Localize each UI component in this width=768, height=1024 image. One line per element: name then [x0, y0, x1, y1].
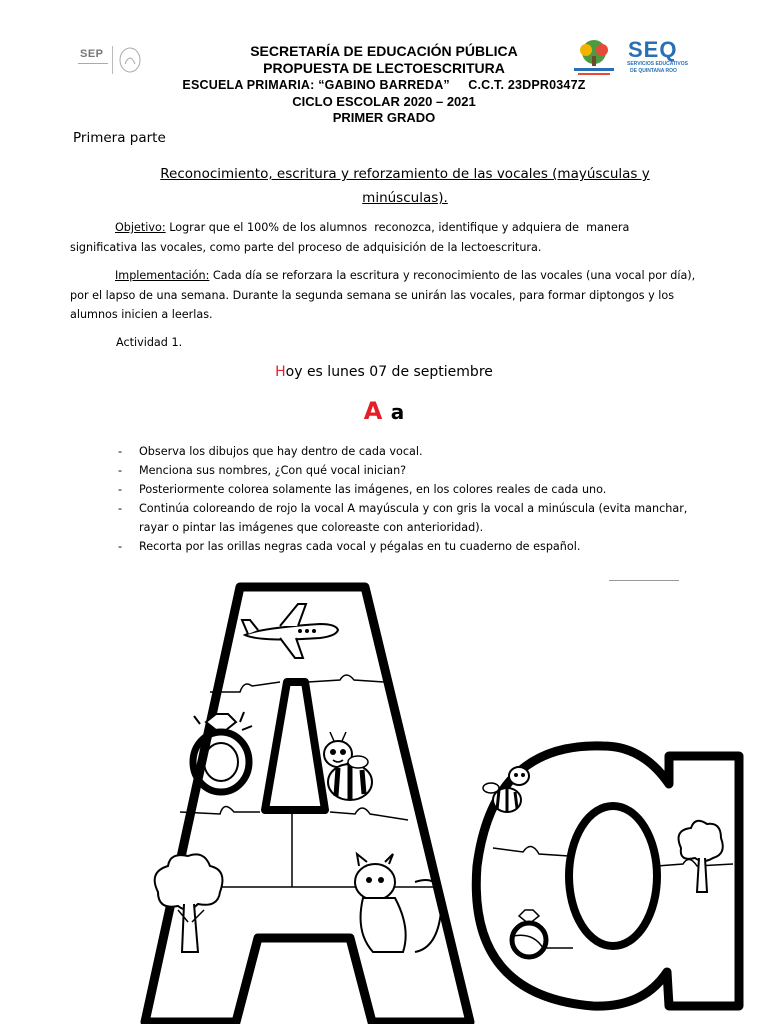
subtitle-line-1: Reconocimiento, escritura y reforzamiento de las vocales (mayúsculas y	[160, 166, 650, 182]
seq-logo-sub2: DE QUINTANA ROO	[630, 68, 677, 74]
vowel-lower: a	[390, 400, 405, 424]
header-line-3: ESCUELA PRIMARIA: “GABINO BARREDA” C.C.T. 23DPR0347Z	[182, 78, 586, 92]
bee-icon	[324, 732, 372, 800]
objective-text-2: significativa las vocales, como parte del proceso de adquisición de la lectoescritura.	[70, 240, 542, 254]
objective-label: Objetivo:	[115, 221, 166, 234]
activity-label: Actividad 1.	[116, 336, 183, 349]
seq-logo-text: SEQ	[628, 37, 678, 62]
header-line-4: CICLO ESCOLAR 2020 – 2021	[292, 94, 476, 109]
list-item: - Observa los dibujos que hay dentro de cada vocal.	[118, 445, 423, 458]
vowel-upper: A	[363, 397, 383, 425]
header-line-2: PROPUESTA DE LECTOESCRITURA	[263, 60, 505, 76]
header-line-5: PRIMER GRADO	[332, 110, 436, 125]
implementation-text-1: Cada día se reforzara la escritura y reconocimiento de las vocales (una vocal por día),	[209, 269, 696, 282]
implementation-label: Implementación:	[115, 269, 210, 282]
ring-small-icon	[512, 910, 546, 957]
section-title: Primera parte	[73, 130, 166, 146]
letter-a-lower-illustration	[453, 736, 753, 1024]
instructions-list	[118, 442, 698, 556]
sep-logo-text: SEP	[80, 48, 104, 60]
decorative-rule	[609, 580, 679, 581]
objective-paragraph	[70, 218, 700, 257]
airplane-icon	[242, 604, 338, 658]
list-item: - Recorta por las orillas negras cada vocal y pégalas en tu cuaderno de español.	[118, 540, 581, 553]
subtitle-line-2: minúsculas).	[362, 190, 448, 206]
implementation-text-2: por el lapso de una semana. Durante la segunda semana se unirán las vocales, para formar diptongos y los	[70, 288, 675, 302]
header-line-1: SECRETARÍA DE EDUCACIÓN PÚBLICA	[250, 43, 518, 59]
implementation-paragraph	[70, 266, 700, 325]
seq-logo-sub1: SERVICIOS EDUCATIVOS	[627, 61, 688, 67]
date-first-letter: H	[275, 364, 286, 380]
section-subtitle	[140, 162, 670, 210]
letter-a-upper-illustration	[140, 582, 480, 1024]
implementation-text-3: alumnos inicien a leerlas.	[70, 308, 213, 321]
list-item: rayar o pintar las imágenes que coloreaste con anterioridad).	[139, 521, 484, 534]
list-item: - Menciona sus nombres, ¿Con qué vocal inician?	[118, 464, 407, 477]
tree-small-icon	[679, 821, 723, 892]
list-item: - Continúa coloreando de rojo la vocal A mayúscula y con gris la vocal a minúscula (evita manchar,	[118, 502, 688, 515]
date-rest: oy es lunes 07 de septiembre	[285, 364, 493, 380]
objective-text-1: Lograr que el 100% de los alumnos reconozca, identifique y adquiera de manera	[165, 221, 630, 234]
list-item: - Posteriormente colorea solamente las imágenes, en los colores reales de cada uno.	[118, 483, 607, 496]
vowel-heading	[0, 397, 768, 425]
activity-date	[0, 364, 768, 380]
